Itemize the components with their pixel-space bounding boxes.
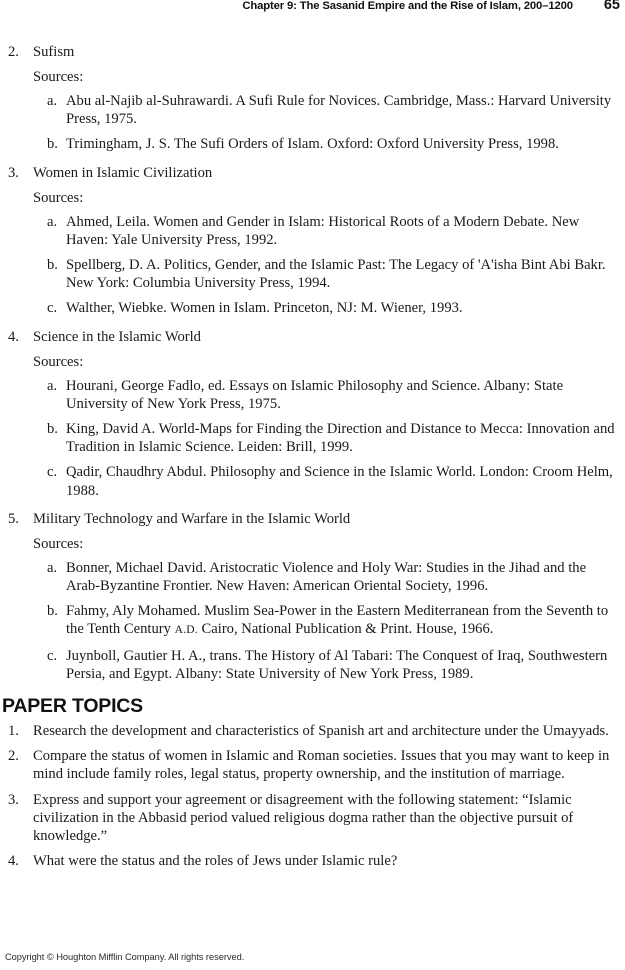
list-item [0, 602, 625, 639]
list-item [0, 420, 625, 456]
list-item [0, 852, 625, 870]
section-heading [0, 509, 625, 529]
paper-topics-list [0, 722, 625, 870]
section-heading [0, 163, 625, 183]
entry-text: King, David A. World-Maps for Finding the Direction and Distance to Mecca: Innovation and Tradition in Islamic Science. Leiden: Brill, 1999. [66, 421, 615, 456]
copyright-footer: Copyright © Houghton Mifflin Company. All rights reserved. [5, 952, 245, 962]
entry-marker: b. [47, 257, 58, 274]
section-marker: 3. [8, 164, 19, 181]
entry-text: Abu al-Najib al-Suhrawardi. A Sufi Rule for Novices. Cambridge, Mass.: Harvard University Press, 1975. [66, 93, 612, 128]
source-list [0, 92, 625, 154]
entry-marker: a. [47, 377, 58, 394]
entry-text: Hourani, George Fadlo, ed. Essays on Islamic Philosophy and Science. Albany: State University of New York Press, 1975. [66, 377, 564, 412]
list-item [0, 377, 625, 413]
source-list [0, 377, 625, 500]
entry-marker: a. [47, 559, 58, 576]
entry-marker: a. [47, 93, 58, 109]
topic-marker: 4. [8, 853, 19, 870]
section-heading [0, 327, 625, 347]
entry-marker: c. [47, 647, 58, 664]
entry-marker: a. [47, 213, 58, 230]
list-item [0, 256, 625, 292]
section-marker: 2. [8, 44, 19, 60]
source-list [0, 559, 625, 683]
entry-text [66, 603, 608, 637]
list-item [0, 747, 625, 783]
section-heading [0, 42, 625, 62]
running-head [0, 0, 625, 22]
topic-text: What were the status and the roles of Jews under Islamic rule? [33, 853, 398, 870]
page-content [0, 42, 625, 877]
entry-marker: b. [47, 603, 58, 620]
list-item [0, 299, 625, 317]
entry-text: Bonner, Michael David. Aristocratic Violence and Holy War: Studies in the Jihad and the Arab-Byzantine Frontier. New Haven: American Oriental Society, 1996. [66, 559, 587, 595]
sources-label: Sources: [33, 69, 84, 85]
section-women-in-islamic-civilization [0, 163, 625, 318]
section-title: Science in the Islamic World [33, 328, 201, 345]
list-item [0, 92, 625, 128]
section-marker: 4. [8, 328, 19, 345]
entry-text: Ahmed, Leila. Women and Gender in Islam: Historical Roots of a Modern Debate. New Haven: Yale University Press, 1992. [66, 213, 580, 248]
entry-text: Trimingham, J. S. The Sufi Orders of Islam. Oxford: Oxford University Press, 1998. [66, 136, 559, 153]
section-title: Sufism [33, 44, 75, 60]
entry-text: Qadir, Chaudhry Abdul. Philosophy and Science in the Islamic World. London: Croom Helm, 1988. [66, 464, 613, 499]
list-item [0, 647, 625, 683]
topic-marker: 2. [8, 748, 19, 765]
entry-text: Juynboll, Gautier H. A., trans. The History of Al Tabari: The Conquest of Iraq, Southwestern Persia, and Egypt. Albany: State University of New York Press, 1989. [66, 647, 608, 682]
list-item [0, 791, 625, 846]
list-item [0, 135, 625, 153]
list-item [0, 722, 625, 740]
section-military-technology-and-warfare [0, 509, 625, 683]
section-title: Military Technology and Warfare in the Islamic World [33, 510, 351, 527]
topic-marker: 1. [8, 723, 19, 740]
entry-text-after: Cairo, National Publication & Print. House, 1966. [197, 621, 494, 638]
entry-text-smallcaps: A.D. [174, 623, 198, 637]
topic-text: Research the development and characteristics of Spanish art and architecture under the Umayyads. [33, 723, 609, 740]
list-item [0, 559, 625, 595]
list-item [0, 213, 625, 249]
entry-marker: c. [47, 464, 58, 481]
list-item [0, 463, 625, 499]
section-science-in-the-islamic-world [0, 327, 625, 500]
topic-marker: 3. [8, 791, 19, 808]
section-sufism [0, 42, 625, 154]
sources-label: Sources: [33, 189, 84, 206]
sources-label: Sources: [33, 353, 84, 370]
entry-marker: b. [47, 421, 58, 438]
source-list [0, 213, 625, 318]
sources-label: Sources: [33, 535, 84, 552]
entry-text-before: Fahmy, Aly Mohamed. Muslim Sea-Power in the Eastern Mediterranean from the Seventh to the Tenth Century [66, 603, 609, 638]
section-title: Women in Islamic Civilization [33, 164, 213, 181]
paper-topics-heading: PAPER TOPICS [2, 695, 143, 718]
entry-text: Walther, Wiebke. Women in Islam. Princeton, NJ: M. Wiener, 1993. [66, 300, 463, 317]
section-marker: 5. [8, 510, 19, 527]
entry-marker: b. [47, 136, 58, 153]
running-head-title: Chapter 9: The Sasanid Empire and the Rise of Islam, 200–1200 [242, 0, 573, 12]
page-number: 65 [603, 0, 620, 13]
topic-text: Compare the status of women in Islamic and Roman societies. Issues that you may want to keep in mind include family roles, legal status, property ownership, and the institution of marriage. [33, 748, 610, 783]
entry-marker: c. [47, 300, 58, 317]
topic-text: Express and support your agreement or disagreement with the following statement: “Islamic civilization in the Abbasid period valued religious dogma rather than the objective pursuit of knowledge.” [33, 791, 574, 845]
entry-text: Spellberg, D. A. Politics, Gender, and the Islamic Past: The Legacy of 'A'isha Bint Abi Bakr. New York: Columbia University Press, 1994. [66, 257, 606, 292]
